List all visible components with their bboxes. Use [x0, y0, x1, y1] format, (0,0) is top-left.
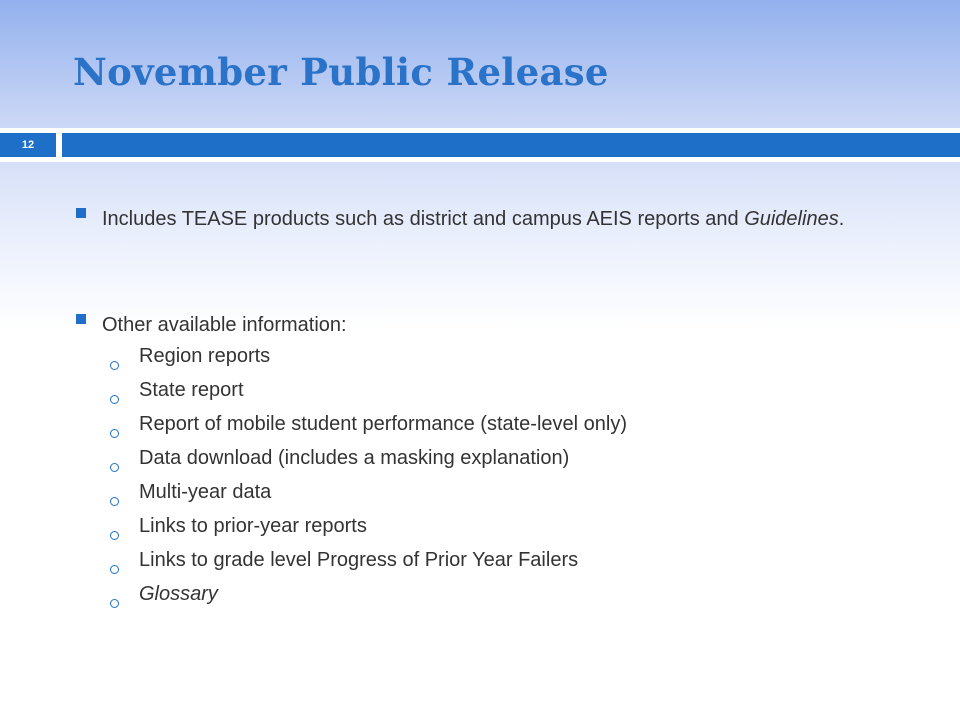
bullet-text-italic: Guidelines	[744, 208, 839, 230]
circle-bullet-icon	[110, 599, 119, 608]
circle-bullet-icon	[110, 565, 119, 574]
slide-number: 12	[0, 133, 56, 157]
circle-bullet-icon	[110, 395, 119, 404]
slide-title: November Public Release	[73, 50, 609, 94]
bullet-item-other-info: Other available information:	[102, 314, 347, 336]
list-item: Links to prior-year reports	[139, 515, 367, 537]
list-item: Region reports	[139, 345, 271, 367]
list-item: State report	[139, 379, 244, 401]
list-item: Links to grade level Progress of Prior Year Failers	[139, 549, 579, 571]
bullet-item-products	[102, 202, 922, 236]
square-bullet-icon	[76, 314, 86, 324]
list-item: Report of mobile student performance (state-level only)	[139, 413, 628, 435]
list-item: Multi-year data	[139, 481, 272, 503]
circle-bullet-icon	[110, 463, 119, 472]
list-item: Data download (includes a masking explanation)	[139, 447, 570, 469]
bullet-text-prefix: Includes TEASE products such as district and campus AEIS reports and	[102, 208, 745, 230]
list-item-glossary: Glossary	[139, 583, 218, 605]
circle-bullet-icon	[110, 361, 119, 370]
circle-bullet-icon	[110, 429, 119, 438]
circle-bullet-icon	[110, 497, 119, 506]
circle-bullet-icon	[110, 531, 119, 540]
bullet-text-suffix: .	[838, 208, 845, 230]
square-bullet-icon	[76, 208, 86, 218]
